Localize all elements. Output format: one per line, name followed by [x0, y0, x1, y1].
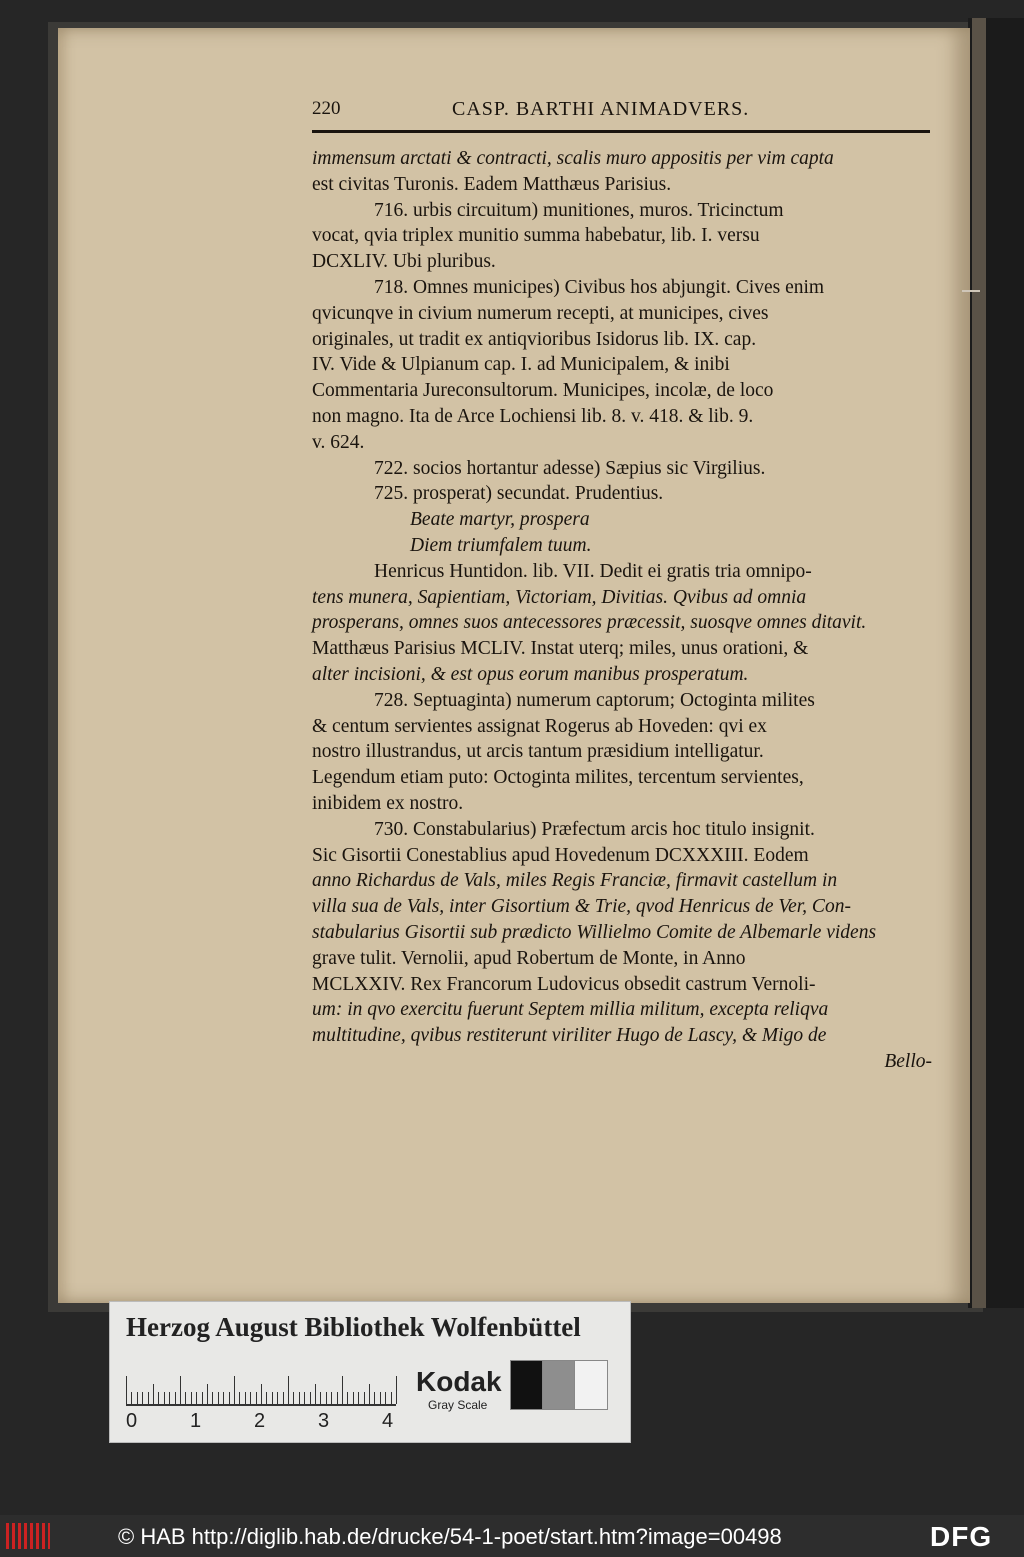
text-line: inibidem ex nostro.	[312, 792, 464, 814]
ruler-tick	[293, 1392, 294, 1404]
ruler-tick	[364, 1392, 365, 1404]
text-line: Beate martyr, prospera	[410, 509, 590, 531]
ruler-tick	[391, 1392, 392, 1404]
ruler-tick	[202, 1392, 203, 1404]
ruler-tick	[185, 1392, 186, 1404]
ruler-tick	[315, 1384, 316, 1404]
ruler-tick	[234, 1376, 235, 1404]
text-line: Diem triumfalem tuum.	[410, 534, 592, 556]
ruler-tick	[337, 1392, 338, 1404]
ruler-tick	[126, 1376, 127, 1404]
ruler-number: 1	[190, 1410, 202, 1432]
library-name: Herzog August Bibliothek Wolfenbüttel	[126, 1312, 581, 1342]
text-line: IV. Vide & Ulpianum cap. I. ad Municipalem, & inibi	[312, 354, 730, 376]
ruler-tick	[369, 1384, 370, 1404]
ruler-tick	[131, 1392, 132, 1404]
text-line: multitudine, qvibus restiterunt viriliter Hugo de Lascy, & Migo de	[312, 1025, 827, 1047]
text-line: um: in qvo exercitu fuerunt Septem millia militum, excepta reliqva	[312, 999, 829, 1021]
gray-swatch	[574, 1360, 608, 1410]
text-line: Bello-	[884, 1050, 932, 1072]
ruler-tick	[158, 1392, 159, 1404]
text-line: anno Richardus de Vals, miles Regis Franciæ, firmavit castellum in	[312, 870, 838, 892]
text-line: 722. socios hortantur adesse) Sæpius sic Virgilius.	[374, 457, 766, 479]
page-header	[312, 98, 932, 128]
ruler-tick	[207, 1384, 208, 1404]
ruler-tick	[385, 1392, 386, 1404]
header-rule	[312, 130, 930, 133]
ruler-tick	[288, 1376, 289, 1404]
ruler-tick	[266, 1392, 267, 1404]
ruler-tick	[223, 1392, 224, 1404]
library-color-card	[110, 1302, 630, 1442]
dfg-logo: DFG	[930, 1521, 993, 1552]
text-line: 716. urbis circuitum) munitiones, muros. Tricinctum	[374, 199, 784, 221]
ruler-tick	[299, 1392, 300, 1404]
ruler-tick	[277, 1392, 278, 1404]
ruler-tick	[310, 1392, 311, 1404]
ruler-number: 0	[126, 1410, 138, 1432]
ruler-tick	[196, 1392, 197, 1404]
ruler-tick	[229, 1392, 230, 1404]
ruler-tick	[137, 1392, 138, 1404]
text-line: 725. prosperat) secundat. Prudentius.	[374, 483, 664, 505]
gray-swatch	[542, 1360, 576, 1410]
footer-credit: © HAB http://diglib.hab.de/drucke/54-1-poet/start.htm?image=00498	[118, 1524, 782, 1549]
ruler-tick	[374, 1392, 375, 1404]
ruler-tick	[218, 1392, 219, 1404]
text-line: tens munera, Sapientiam, Victoriam, Divitias. Qvibus ad omnia	[312, 586, 807, 608]
ruler-tick	[396, 1376, 397, 1404]
ruler-tick	[256, 1392, 257, 1404]
ruler-tick	[180, 1376, 181, 1404]
ruler-tick	[380, 1392, 381, 1404]
ruler-tick	[175, 1392, 176, 1404]
text-line: DCXLIV. Ubi pluribus.	[312, 251, 496, 273]
text-line: MCLXXIV. Rex Francorum Ludovicus obsedit castrum Vernoli-	[312, 973, 816, 995]
text-line: villa sua de Vals, inter Gisortium & Trie, qvod Henricus de Ver, Con-	[312, 896, 851, 918]
ruler-tick	[250, 1392, 251, 1404]
ruler-number: 2	[254, 1410, 266, 1432]
margin-mark	[962, 290, 980, 292]
text-line: nostro illustrandus, ut arcis tantum præsidium intelligatur.	[312, 741, 764, 763]
text-line: vocat, qvia triplex munitio summa habebatur, lib. I. versu	[312, 225, 760, 247]
kodak-logo: Kodak	[416, 1366, 502, 1397]
page-number: 220	[312, 98, 341, 119]
text-line: Legendum etiam puto: Octoginta milites, tercentum servientes,	[312, 767, 804, 789]
text-line: originales, ut tradit ex antiqvioribus Isidorus lib. IX. cap.	[312, 328, 757, 350]
ruler-numbers	[126, 1410, 416, 1438]
ruler-tick	[261, 1384, 262, 1404]
ruler-tick	[353, 1392, 354, 1404]
ruler-tick	[342, 1376, 343, 1404]
text-line: qvicunqve in civium numerum recepti, at municipes, cives	[312, 302, 769, 324]
ruler-tick	[245, 1392, 246, 1404]
text-line: est civitas Turonis. Eadem Matthæus Parisius.	[312, 173, 672, 195]
ruler-tick	[164, 1392, 165, 1404]
ruler-number: 3	[318, 1410, 330, 1432]
ruler-tick	[283, 1392, 284, 1404]
text-line: stabularius Gisortii sub prædicto Willielmo Comite de Albemarle videns	[312, 921, 877, 943]
hab-logo-icon	[6, 1523, 50, 1549]
ruler-tick	[239, 1392, 240, 1404]
ruler-tick	[142, 1392, 143, 1404]
ruler-tick	[347, 1392, 348, 1404]
ruler-tick	[191, 1392, 192, 1404]
text-line: 718. Omnes municipes) Civibus hos abjungit. Cives enim	[374, 276, 825, 298]
gray-scale-label: Gray Scale	[428, 1398, 488, 1412]
text-line: Matthæus Parisius MCLIV. Instat uterq; miles, unus orationi, &	[312, 638, 809, 660]
running-title: CASP. BARTHI ANIMADVERS.	[452, 98, 750, 120]
text-line: prosperans, omnes suos antecessores præcessit, suosqve omnes ditavit.	[312, 612, 867, 634]
ruler-tick	[212, 1392, 213, 1404]
ruler-tick	[148, 1392, 149, 1404]
ruler-tick	[304, 1392, 305, 1404]
ruler-scale	[126, 1374, 396, 1406]
ruler-number: 4	[382, 1410, 394, 1432]
body-text	[312, 146, 932, 1075]
text-line: alter incisioni, & est opus eorum manibus prosperatum.	[312, 663, 749, 685]
text-line: v. 624.	[312, 431, 365, 453]
ruler-tick	[358, 1392, 359, 1404]
text-line: & centum servientes assignat Rogerus ab Hoveden: qvi ex	[312, 715, 767, 737]
ruler-tick	[272, 1392, 273, 1404]
text-line: Commentaria Jureconsultorum. Municipes, incolæ, de loco	[312, 380, 774, 402]
text-line: Henricus Huntidon. lib. VII. Dedit ei gratis tria omnipo-	[374, 560, 812, 582]
text-line: immensum arctati & contracti, scalis muro appositis per vim capta	[312, 148, 834, 169]
book-spine-edge	[968, 18, 1024, 1308]
text-line: 728. Septuaginta) numerum captorum; Octoginta milites	[374, 689, 815, 711]
text-line: non magno. Ita de Arce Lochiensi lib. 8. v. 418. & lib. 9.	[312, 405, 754, 427]
ruler-tick	[320, 1392, 321, 1404]
gray-swatch	[510, 1360, 544, 1410]
ruler-tick	[331, 1392, 332, 1404]
text-line: 730. Constabularius) Præfectum arcis hoc titulo insignit.	[374, 818, 815, 840]
ruler-tick	[169, 1392, 170, 1404]
ruler-tick	[153, 1384, 154, 1404]
text-line: grave tulit. Vernolii, apud Robertum de Monte, in Anno	[312, 947, 746, 969]
footer-bar	[0, 1515, 1024, 1557]
ruler-tick	[326, 1392, 327, 1404]
text-line: Sic Gisortii Conestablius apud Hovedenum DCXXXIII. Eodem	[312, 844, 809, 866]
